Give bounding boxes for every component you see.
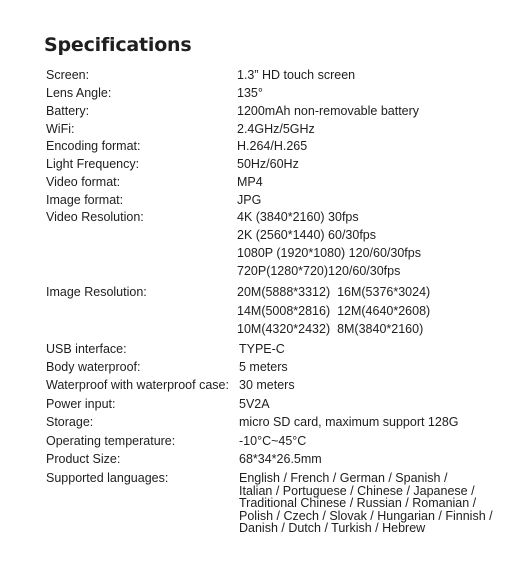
spec-value-operating-temperature: -10°C~45°C	[239, 434, 307, 448]
spec-label-screen: Screen:	[46, 68, 90, 82]
spec-value-line: 720P(1280*720)120/60/30fps	[237, 264, 401, 278]
spec-value-image-format: JPG	[237, 193, 262, 207]
spec-value-waterproof-case: 30 meters	[239, 378, 295, 392]
spec-value-image-resolution	[237, 285, 430, 341]
spec-value-usb-interface: TYPE-C	[239, 342, 285, 356]
spec-value-storage: micro SD card, maximum support 128G	[239, 415, 459, 429]
spec-value-video-format: MP4	[237, 175, 263, 189]
spec-label-image-resolution: Image Resolution:	[46, 285, 147, 299]
spec-value-line: Italian / Portuguese / Chinese / Japanese /	[239, 483, 475, 498]
spec-value-wifi: 2.4GHz/5GHz	[237, 122, 315, 136]
spec-value-body-waterproof: 5 meters	[239, 360, 288, 374]
spec-value-lens-angle: 135°	[237, 86, 263, 100]
spec-value-battery: 1200mAh non-removable battery	[237, 104, 420, 118]
spec-label-battery: Battery:	[46, 104, 90, 118]
spec-label-storage: Storage:	[46, 415, 94, 429]
spec-value-line: 4K (3840*2160) 30fps	[237, 210, 359, 224]
spec-label-light-frequency: Light Frequency:	[46, 157, 140, 171]
spec-label-encoding-format: Encoding format:	[46, 139, 141, 153]
spec-value-line: Danish / Dutch / Turkish / Hebrew	[239, 521, 426, 536]
spec-label-image-format: Image format:	[46, 193, 124, 207]
spec-label-supported-languages: Supported languages:	[46, 471, 169, 485]
spec-value-supported-languages	[239, 472, 493, 535]
spec-value-encoding-format: H.264/H.265	[237, 139, 308, 153]
spec-value-line: 1080P (1920*1080) 120/60/30fps	[237, 246, 421, 260]
spec-label-lens-angle: Lens Angle:	[46, 86, 112, 100]
spec-label-usb-interface: USB interface:	[46, 342, 127, 356]
spec-label-body-waterproof: Body waterproof:	[46, 360, 141, 374]
spec-label-waterproof-case: Waterproof with waterproof case:	[46, 378, 229, 392]
spec-value-line: Traditional Chinese / Russian / Romanian /	[239, 496, 477, 511]
spec-value-product-size: 68*34*26.5mm	[239, 452, 322, 466]
spec-value-screen: 1.3” HD touch screen	[237, 68, 356, 82]
page-title: Specifications	[44, 34, 192, 56]
spec-label-product-size: Product Size:	[46, 452, 121, 466]
spec-value-power-input: 5V2A	[239, 397, 270, 411]
spec-value-line: 14M(5008*2816) 12M(4640*2608)	[237, 303, 431, 318]
spec-label-video-format: Video format:	[46, 175, 121, 189]
spec-value-line: 20M(5888*3312) 16M(5376*3024)	[237, 285, 431, 299]
spec-value-light-frequency: 50Hz/60Hz	[237, 157, 299, 171]
spec-value-line: 2K (2560*1440) 60/30fps	[237, 228, 376, 242]
spec-label-operating-temperature: Operating temperature:	[46, 434, 176, 448]
spec-value-line: English / French / German / Spanish /	[239, 471, 448, 485]
spec-label-wifi: WiFi:	[46, 122, 75, 136]
spec-label-video-resolution: Video Resolution:	[46, 210, 144, 224]
spec-value-line: 10M(4320*2432) 8M(3840*2160)	[237, 322, 424, 336]
spec-value-line: Polish / Czech / Slovak / Hungarian / Finnish /	[239, 508, 493, 523]
spec-label-power-input: Power input:	[46, 397, 116, 411]
spec-value-video-resolution	[237, 210, 421, 282]
